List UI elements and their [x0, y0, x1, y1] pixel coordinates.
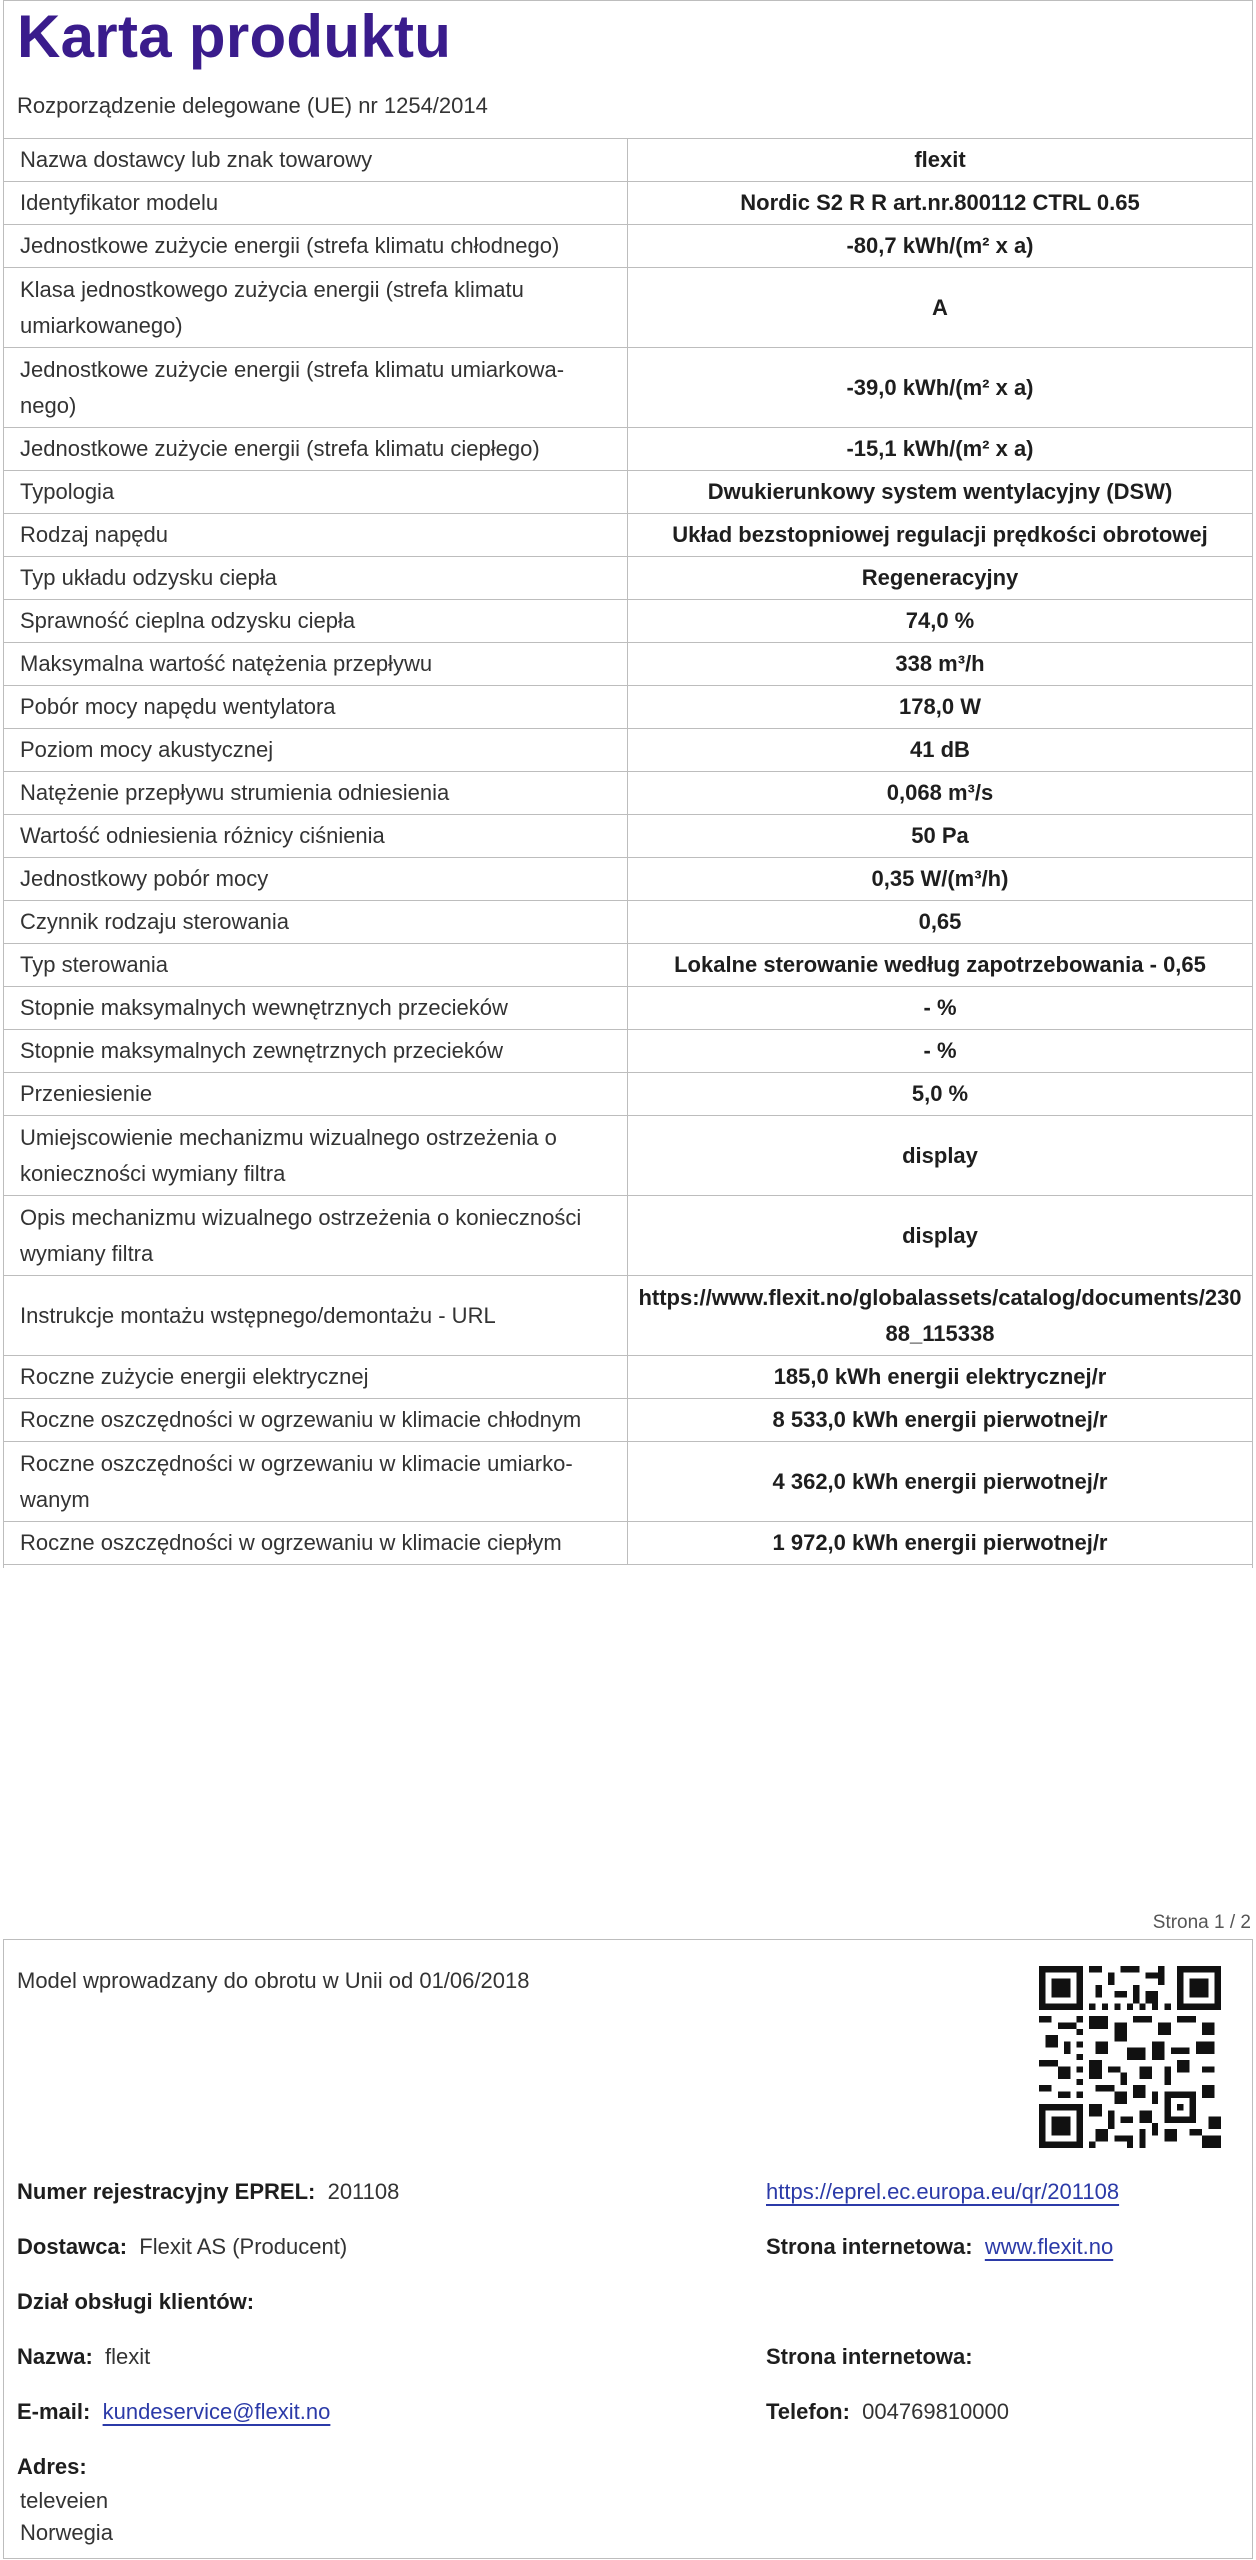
- table-row: [4, 139, 1253, 182]
- table-row: [4, 1442, 1253, 1522]
- phone-row: [766, 2399, 1009, 2425]
- row-label: Stopnie maksymalnych zewnętrznych przecieków: [4, 1030, 628, 1073]
- table-row: [4, 471, 1253, 514]
- row-label: Nazwa dostawcy lub znak towarowy: [4, 139, 628, 182]
- table-row: [4, 557, 1253, 600]
- table-row: [4, 1522, 1253, 1565]
- row-value: display: [628, 1196, 1253, 1276]
- service-website-row: [766, 2344, 973, 2370]
- table-row: [4, 643, 1253, 686]
- supplier-label: Dostawca:: [17, 2234, 128, 2259]
- row-value: 1 972,0 kWh energii pierwotnej/r: [628, 1522, 1253, 1565]
- product-spec-table: [3, 138, 1253, 1565]
- row-value: Lokalne sterowanie według zapotrzebowania - 0,65: [628, 944, 1253, 987]
- row-value: Układ bezstopniowej regulacji prędkości obrotowej: [628, 514, 1253, 557]
- row-label: Maksymalna wartość natężenia przepływu: [4, 643, 628, 686]
- address-label: Adres:: [17, 2454, 87, 2479]
- regulation-subtitle: Rozporządzenie delegowane (UE) nr 1254/2014: [17, 93, 488, 118]
- row-value: 0,65: [628, 901, 1253, 944]
- service-name-label: Nazwa:: [17, 2344, 93, 2369]
- row-value: Regeneracyjny: [628, 557, 1253, 600]
- row-value: 0,35 W/(m³/h): [628, 858, 1253, 901]
- website-label: Strona internetowa:: [766, 2234, 973, 2259]
- table-row: [4, 901, 1253, 944]
- supplier-website-row: [766, 2234, 1113, 2260]
- row-label: Identyfikator modelu: [4, 182, 628, 225]
- row-value: 178,0 W: [628, 686, 1253, 729]
- table-row: [4, 1356, 1253, 1399]
- row-label: Roczne oszczędności w ogrzewaniu w klimacie chłodnym: [4, 1399, 628, 1442]
- row-label: Natężenie przepływu strumienia odniesienia: [4, 772, 628, 815]
- table-row: [4, 987, 1253, 1030]
- eprel-number-row: [17, 2179, 399, 2205]
- email-link[interactable]: kundeservice@flexit.no: [102, 2399, 331, 2424]
- page-number: Strona 1 / 2: [1152, 1912, 1251, 1933]
- table-row: [4, 348, 1253, 428]
- row-label: Pobór mocy napędu wentylatora: [4, 686, 628, 729]
- row-value: - %: [628, 1030, 1253, 1073]
- row-value: display: [628, 1116, 1253, 1196]
- customer-service-heading: [17, 2289, 254, 2315]
- row-label: Instrukcje montażu wstępnego/demontażu - URL: [4, 1276, 628, 1356]
- phone-label: Telefon:: [766, 2399, 850, 2424]
- row-label: Jednostkowe zużycie energii (strefa klimatu ciepłego): [4, 428, 628, 471]
- row-value: 50 Pa: [628, 815, 1253, 858]
- row-value: -80,7 kWh/(m² x a): [628, 225, 1253, 268]
- row-label: Opis mechanizmu wizualnego ostrzeżenia o konieczności wymiany filtra: [4, 1196, 628, 1276]
- model-intro: Model wprowadzany do obrotu w Unii od 01/06/2018: [17, 1968, 530, 1993]
- email-label: E-mail:: [17, 2399, 91, 2424]
- row-label: Roczne oszczędności w ogrzewaniu w klimacie ciepłym: [4, 1522, 628, 1565]
- address-heading: [17, 2454, 87, 2480]
- table-row: [4, 1276, 1253, 1356]
- table-row: [4, 268, 1253, 348]
- eprel-footer: [3, 1939, 1253, 2559]
- website-link[interactable]: www.flexit.no: [984, 2234, 1114, 2259]
- row-label: Klasa jednostkowego zużycia energii (strefa klimatu umiarkowanego): [4, 268, 628, 348]
- table-row: [4, 944, 1253, 987]
- eprel-number-label: Numer rejestracyjny EPREL:: [17, 2179, 316, 2204]
- row-label: Jednostkowe zużycie energii (strefa klimatu umiarkowa-nego): [4, 348, 628, 428]
- supplier-value: Flexit AS (Producent): [139, 2234, 348, 2259]
- row-label: Czynnik rodzaju sterowania: [4, 901, 628, 944]
- table-row: [4, 858, 1253, 901]
- row-label: Umiejscowienie mechanizmu wizualnego ostrzeżenia o konieczności wymiany filtra: [4, 1116, 628, 1196]
- row-label: Rodzaj napędu: [4, 514, 628, 557]
- service-website-label: Strona internetowa:: [766, 2344, 973, 2369]
- row-label: Przeniesienie: [4, 1073, 628, 1116]
- table-row: [4, 600, 1253, 643]
- email-row: [17, 2399, 330, 2425]
- qr-code[interactable]: [1039, 1966, 1221, 2148]
- row-value: A: [628, 268, 1253, 348]
- service-name-value: flexit: [105, 2344, 151, 2369]
- eprel-link[interactable]: https://eprel.ec.europa.eu/qr/201108: [766, 2179, 1120, 2204]
- supplier-row: [17, 2234, 347, 2260]
- row-label: Stopnie maksymalnych wewnętrznych przecieków: [4, 987, 628, 1030]
- table-row: [4, 686, 1253, 729]
- row-value: 338 m³/h: [628, 643, 1253, 686]
- row-value: - %: [628, 987, 1253, 1030]
- table-row: [4, 514, 1253, 557]
- row-label: Roczne oszczędności w ogrzewaniu w klimacie umiarko-wanym: [4, 1442, 628, 1522]
- row-label: Typ sterowania: [4, 944, 628, 987]
- table-row: [4, 815, 1253, 858]
- row-value: 0,068 m³/s: [628, 772, 1253, 815]
- phone-value: 004769810000: [862, 2399, 1009, 2424]
- row-value: 185,0 kWh energii elektrycznej/r: [628, 1356, 1253, 1399]
- row-value: -15,1 kWh/(m² x a): [628, 428, 1253, 471]
- row-label: Typologia: [4, 471, 628, 514]
- row-label: Roczne zużycie energii elektrycznej: [4, 1356, 628, 1399]
- row-value: Dwukierunkowy system wentylacyjny (DSW): [628, 471, 1253, 514]
- row-label: Typ układu odzysku ciepła: [4, 557, 628, 600]
- row-value: 41 dB: [628, 729, 1253, 772]
- table-row: [4, 729, 1253, 772]
- table-row: [4, 1116, 1253, 1196]
- row-value: 74,0 %: [628, 600, 1253, 643]
- row-value: 8 533,0 kWh energii pierwotnej/r: [628, 1399, 1253, 1442]
- table-row: [4, 1030, 1253, 1073]
- install-url-value: https://www.flexit.no/globalassets/catalog/documents/23088_115338: [628, 1276, 1253, 1356]
- address-line-2: Norwegia: [20, 2520, 113, 2545]
- page-title: Karta produktu: [17, 3, 452, 70]
- row-label: Jednostkowe zużycie energii (strefa klimatu chłodnego): [4, 225, 628, 268]
- table-row: [4, 1196, 1253, 1276]
- row-value: 5,0 %: [628, 1073, 1253, 1116]
- row-value: Nordic S2 R R art.nr.800112 CTRL 0.65: [628, 182, 1253, 225]
- row-label: Poziom mocy akustycznej: [4, 729, 628, 772]
- row-value: -39,0 kWh/(m² x a): [628, 348, 1253, 428]
- service-name-row: [17, 2344, 150, 2370]
- table-row: [4, 182, 1253, 225]
- row-label: Wartość odniesienia różnicy ciśnienia: [4, 815, 628, 858]
- row-label: Sprawność cieplna odzysku ciepła: [4, 600, 628, 643]
- table-row: [4, 428, 1253, 471]
- table-row: [4, 1399, 1253, 1442]
- address-line-1: televeien: [20, 2488, 109, 2513]
- row-label: Jednostkowy pobór mocy: [4, 858, 628, 901]
- table-row: [4, 1073, 1253, 1116]
- eprel-number-value: 201108: [327, 2179, 400, 2204]
- table-row: [4, 225, 1253, 268]
- row-value: flexit: [628, 139, 1253, 182]
- table-row: [4, 772, 1253, 815]
- customer-service-label: Dział obsługi klientów:: [17, 2289, 255, 2314]
- row-value: 4 362,0 kWh energii pierwotnej/r: [628, 1442, 1253, 1522]
